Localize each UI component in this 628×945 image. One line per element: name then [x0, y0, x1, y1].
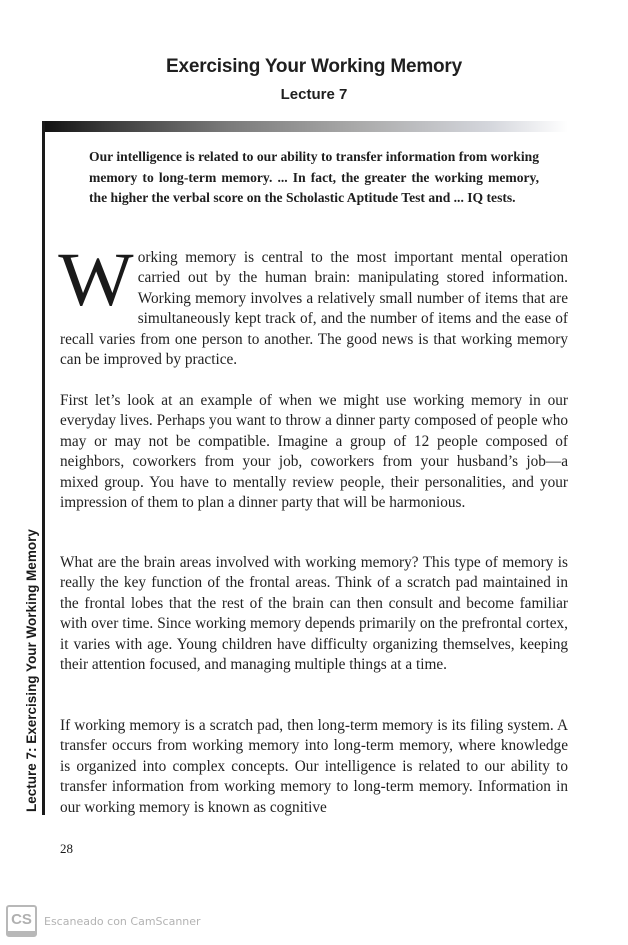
running-head: Lecture 7: Exercising Your Working Memory — [24, 529, 39, 812]
paragraph-text: First let’s look at an example of when we might use working memory in our everyday lives. Perhaps you want to throw a dinner party composed of people who may or may not be compatible. Imagine a group of 12 people composed of neighbors, coworkers from your job, coworkers from your husband’s job—a mixed group. You have to mentally review people, their personalities, and your impression of them to plan a dinner party that will be harmonious. — [60, 392, 568, 512]
lecture-subtitle: Lecture 7 — [280, 86, 348, 103]
page-number: 28 — [60, 841, 73, 856]
page-title: Exercising Your Working Memory — [166, 56, 462, 77]
paragraph-brain-areas — [60, 553, 568, 675]
paragraph-intro — [58, 238, 568, 370]
watermark-text: Escaneado con CamScanner — [44, 914, 201, 928]
pull-quote: Our intelligence is related to our ability to transfer information from working memory to long-term memory. ... In fact, the greater the working memory, the higher the verbal score on the Scholastic Aptitude Test and ... IQ tests. — [89, 149, 539, 205]
vertical-margin-rule — [42, 121, 45, 815]
paragraph-text: What are the brain areas involved with working memory? This type of memory is really the key function of the frontal areas. Think of a scratch pad maintained in the frontal lobes that the rest of the brain can then consult and become familiar with over time. Since working memory depends primarily on the prefrontal cortex, it varies with age. Young children have difficulty organizing themselves, keeping their attention focused, and managing multiple things at a time. — [60, 554, 568, 674]
paragraph-example — [60, 391, 568, 513]
paragraph-text: If working memory is a scratch pad, then long-term memory is its filing system. A transfer occurs from working memory into long-term memory, where knowledge is organized into complex concepts. Our intelligence is related to our ability to transfer information from working memory to long-term memory. Information in our working memory is known as cognitive — [60, 717, 568, 816]
paragraph-long-term — [60, 716, 568, 818]
camscanner-watermark — [6, 905, 201, 937]
drop-cap: W — [58, 238, 134, 322]
gradient-header-bar — [43, 121, 568, 132]
paragraph-text: orking memory is central to the most important mental operation carried out by the human brain: manipulating stored information. Working memory involves a relatively small number of items that are simultaneously kept track of, and the number of items and the ease of recall varies from one person to another. The good news is that working memory can be improved by practice. — [60, 249, 568, 369]
camscanner-logo-icon: CS — [6, 905, 37, 937]
